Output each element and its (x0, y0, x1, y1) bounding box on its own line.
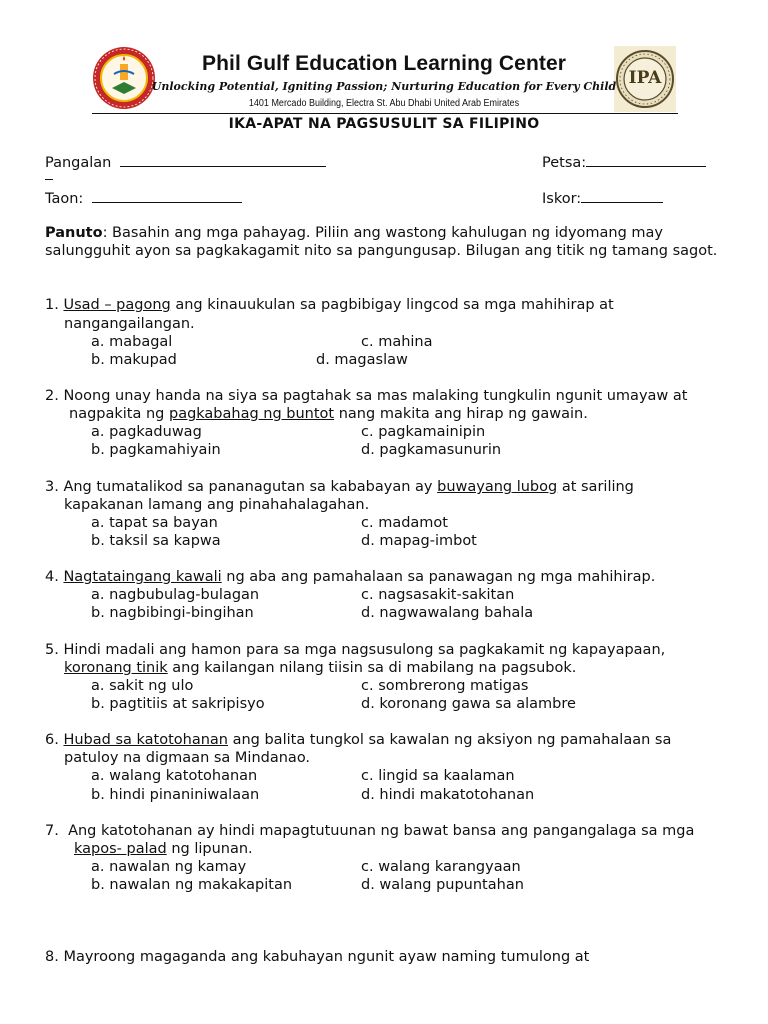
year-field[interactable] (45, 188, 242, 207)
instructions-label: Panuto (45, 225, 103, 241)
question-3-line2: kapakanan lamang ang pinahahalagahan. (64, 497, 370, 513)
name-label: Pangalan (45, 155, 112, 171)
question-2-line2: nagpakita ng pagkabahag ng buntot nang makita ang hirap ng gawain. (69, 406, 588, 422)
q3-option-c[interactable]: c. madamot (361, 515, 448, 531)
q1-option-c[interactable]: c. mahina (361, 334, 433, 350)
question-7: 7. Ang katotohanan ay hindi mapagtutuunan ng bawat bansa ang pangangalaga sa mga (45, 823, 695, 839)
q7-option-d[interactable]: d. walang pupuntahan (361, 877, 524, 893)
question-6-line2: patuloy na digmaan sa Mindanao. (64, 750, 311, 766)
q5-option-b[interactable]: b. pagtitiis at sakripisyo (91, 696, 265, 712)
date-blank[interactable] (586, 152, 706, 167)
exam-title: IKA-APAT NA PAGSUSULIT SA FILIPINO (228, 116, 540, 132)
q1-option-b[interactable]: b. makupad (91, 352, 177, 368)
q5-option-d[interactable]: d. koronang gawa sa alambre (361, 696, 576, 712)
question-1-line2: nangangailangan. (64, 316, 195, 332)
q6-option-c[interactable]: c. lingid sa kaalaman (361, 768, 515, 784)
q6-option-b[interactable]: b. hindi pinaniniwalaan (91, 787, 260, 803)
question-5: 5. Hindi madali ang hamon para sa mga nagsusulong sa pagkakamit ng kapayapaan, (45, 642, 666, 658)
school-tagline: Unlocking Potential, Igniting Passion; Nurturing Education for Every Child (151, 80, 617, 93)
instructions-text: : Basahin ang mga pahayag. Piliin ang wastong kahulugan ng idyomang may salungguhit ayon sa pagkakagamit nito sa pangungusap. Bilugan ang titik ng tamang sagot. (45, 225, 718, 259)
idiom-underlined: koronang tinik (64, 660, 168, 676)
question-2: 2. Noong unay handa na siya sa pagtahak sa mas malaking tungkulin ngunit umayaw at (45, 388, 688, 404)
school-address: 1401 Mercado Building, Electra St. Abu Dhabi United Arab Emirates (248, 98, 520, 109)
date-label: Petsa: (542, 155, 587, 171)
q2-option-b[interactable]: b. pagkamahiyain (91, 442, 221, 458)
date-field[interactable] (542, 152, 706, 171)
idiom-underlined: Hubad sa katotohanan (63, 732, 228, 748)
q4-option-d[interactable]: d. nagwawalang bahala (361, 605, 534, 621)
question-8: 8. Mayroong magaganda ang kabuhayan ngunit ayaw naming tumulong at (45, 949, 590, 965)
score-field[interactable] (542, 188, 663, 207)
idiom-underlined: Usad – pagong (63, 297, 171, 313)
q7-option-c[interactable]: c. walang karangyaan (361, 859, 521, 875)
score-blank[interactable] (581, 188, 663, 203)
question-3: 3. Ang tumatalikod sa pananagutan sa kababayan ay buwayang lubog at sariling (45, 479, 634, 495)
stray-underscore (45, 179, 53, 180)
q3-option-a[interactable]: a. tapat sa bayan (91, 515, 218, 531)
q3-option-b[interactable]: b. taksil sa kapwa (91, 533, 221, 549)
name-blank[interactable] (120, 152, 326, 167)
header-divider (92, 113, 678, 114)
q3-option-d[interactable]: d. mapag-imbot (361, 533, 477, 549)
q5-option-a[interactable]: a. sakit ng ulo (91, 678, 194, 694)
q1-option-a[interactable]: a. mabagal (91, 334, 173, 350)
q4-option-c[interactable]: c. nagsasakit-sakitan (361, 587, 515, 603)
q2-option-a[interactable]: a. pagkaduwag (91, 424, 202, 440)
instructions (45, 224, 725, 260)
q4-option-b[interactable]: b. nagbibingi-bingihan (91, 605, 254, 621)
question-6: 6. Hubad sa katotohanan ang balita tungkol sa kawalan ng aksiyon ng pamahalaan sa (45, 732, 672, 748)
school-name: Phil Gulf Education Learning Center (201, 52, 567, 75)
q7-option-a[interactable]: a. nawalan ng kamay (91, 859, 247, 875)
idiom-underlined: Nagtataingang kawali (63, 569, 222, 585)
year-blank[interactable] (92, 188, 242, 203)
year-label: Taon: (45, 191, 84, 207)
ipa-seal-text: IPA (628, 68, 662, 88)
name-field[interactable] (45, 152, 326, 171)
question-1: 1. Usad – pagong ang kinauukulan sa pagbibigay lingcod sa mga mahihirap at (45, 297, 614, 313)
q2-option-d[interactable]: d. pagkamasunurin (361, 442, 502, 458)
q2-option-c[interactable]: c. pagkamainipin (361, 424, 486, 440)
q5-option-c[interactable]: c. sombrerong matigas (361, 678, 529, 694)
q4-option-a[interactable]: a. nagbubulag-bulagan (91, 587, 260, 603)
q6-option-d[interactable]: d. hindi makatotohanan (361, 787, 535, 803)
idiom-underlined: kapos- palad (74, 841, 167, 857)
question-7-line2: kapos- palad ng lipunan. (74, 841, 253, 857)
q1-option-d[interactable]: d. magaslaw (316, 352, 408, 368)
q6-option-a[interactable]: a. walang katotohanan (91, 768, 258, 784)
idiom-underlined: pagkabahag ng buntot (168, 406, 335, 422)
q7-option-b[interactable]: b. nawalan ng makakapitan (91, 877, 293, 893)
question-4: 4. Nagtataingang kawali ng aba ang pamahalaan sa panawagan ng mga mahihirap. (45, 569, 656, 585)
question-5-line2: koronang tinik ang kailangan nilang tiisin sa di mabilang na pagsubok. (64, 660, 577, 676)
score-label: Iskor: (542, 191, 582, 207)
idiom-underlined: buwayang lubog (437, 479, 558, 495)
